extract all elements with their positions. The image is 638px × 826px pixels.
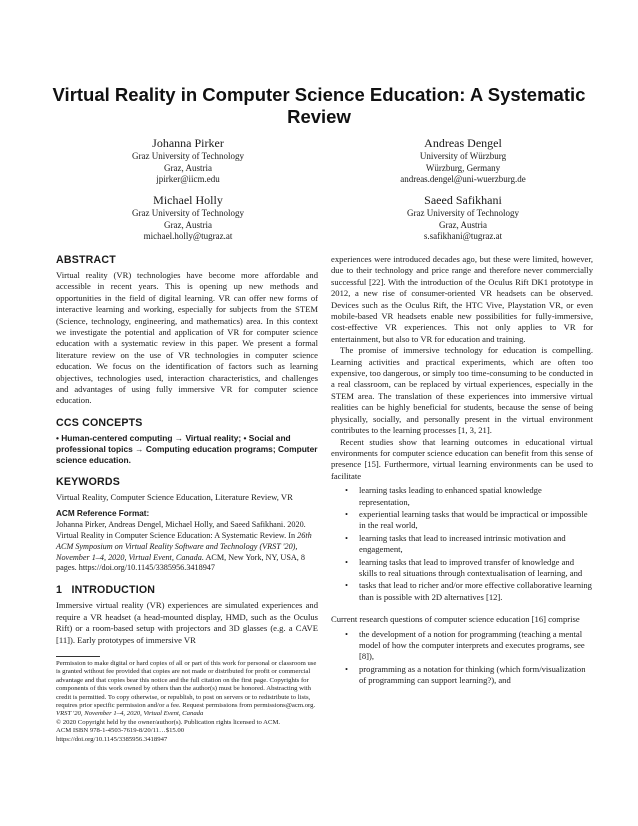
keywords-heading: KEYWORDS bbox=[56, 476, 120, 489]
acm-reference-venue: 26th ACM Symposium on Virtual Reality Software and Technology (VRST '20), November 1–4, 2020, Virtual Event, Canada. bbox=[56, 531, 312, 562]
right-column bbox=[331, 254, 593, 688]
ccs-concept: • Human-centered computing → Virtual reality; bbox=[56, 432, 242, 443]
body-paragraph: experiences were introduced decades ago, but these were limited, however, due to their technology and price range and therefore never commercially successful [22]. With the introduction of the Oculus Rift DK1 prototype in 2012, a new rise of consumer-oriented VR headsets can be observed. Devices such as the Oculus Rift, the HTC Vive, Playstation VR, or even mobile-based VR headsets enable new possibilities for fully-immersive, cost-effective VR experiences. This not only applies to VR for entertainment, but also to VR for education and training. bbox=[331, 254, 593, 344]
author-name: Michael Holly bbox=[153, 193, 223, 207]
author-location: Graz, Austria bbox=[164, 219, 212, 230]
acm-reference-tail: ACM, New York, NY, USA, 8 pages. https://doi.org/10.1145/3385956.3418947 bbox=[56, 552, 305, 573]
author-affiliation: Graz University of Technology bbox=[132, 151, 244, 161]
list-item: • experiential learning tasks that would be impractical or impossible in the real world, bbox=[349, 509, 593, 532]
author-block bbox=[343, 193, 583, 243]
acm-reference-text bbox=[56, 520, 318, 574]
list-item: • programming as a notation for thinking (which form/visualization of programming can support learning?), and bbox=[349, 664, 593, 687]
author-email: jpirker@iicm.edu bbox=[156, 174, 220, 184]
ccs-concept: • Social and professional topics → Computing education programs; bbox=[56, 432, 291, 455]
author-name: Johanna Pirker bbox=[152, 136, 224, 150]
left-column bbox=[56, 254, 318, 744]
introduction-heading: 1 INTRODUCTION bbox=[56, 584, 156, 597]
doi-link[interactable]: https://doi.org/10.1145/3385956.3418947 bbox=[56, 735, 168, 743]
author-name: Saeed Safikhani bbox=[424, 193, 502, 207]
body-paragraph: Current research questions of computer science education [16] comprise bbox=[331, 614, 580, 625]
footnote-rule bbox=[56, 656, 100, 657]
author-name: Andreas Dengel bbox=[424, 136, 502, 150]
conference-info: VRST '20, November 1–4, 2020, Virtual Event, Canada bbox=[56, 710, 204, 718]
author-email: michael.holly@tugraz.at bbox=[143, 231, 233, 241]
author-affiliation: Graz University of Technology bbox=[407, 208, 519, 218]
list-item: • learning tasks that lead to improved transfer of knowledge and skills to real situations through contextualisation of learning, and bbox=[349, 557, 593, 580]
abstract-text: Virtual reality (VR) technologies have become more affordable and accessible in recent years. This is opening up new methods and opportunities in the field of digital learning. VR can offer new forms of interactive learning and working, especially for subjects from the STEM (Science, technology, engineering, and mathematics) area. In this context we investigate the potential and application of VR for computer science education with a systematic review in this paper. We present a formal literature review on the use of VR technologies in computer science education. We focus on the identification of factors such as learning objectives, technologies used, interaction characteristics, and challenges and advantages of using fully immersive VR for computer science education. bbox=[56, 270, 318, 406]
list-item: • the development of a notion for programming (teaching a mental model of how the computer interprets and executes programs, see [8]), bbox=[349, 629, 593, 663]
author-affiliation: University of Würzburg bbox=[419, 151, 507, 161]
author-block bbox=[68, 193, 308, 243]
author-email: andreas.dengel@uni-wuerzburg.de bbox=[400, 174, 526, 184]
list-item: • learning tasks that lead to increased intrinsic motivation and engagement, bbox=[349, 533, 593, 556]
paper-title: Virtual Reality in Computer Science Education: A Systematic Review bbox=[52, 84, 586, 127]
bullet-list-research-questions bbox=[331, 629, 593, 687]
introduction-text: Immersive virtual reality (VR) experiences are simulated experiences and require a VR headset (a head-mounted display, HMD, such as the Oculus Rift) or a room-based setup with projectors and 3D glasses (e.g. a CAVE [11]). Early prototypes of immersive VR bbox=[56, 600, 318, 645]
ccs-heading: CCS CONCEPTS bbox=[56, 416, 143, 429]
isbn-info: ACM ISBN 978-1-4503-7619-8/20/11…$15.00 bbox=[56, 727, 185, 735]
author-block bbox=[68, 136, 308, 186]
bullet-list-learning-tasks bbox=[331, 485, 593, 603]
author-location: Würzburg, Germany bbox=[425, 162, 501, 173]
list-item: • learning tasks leading to enhanced spatial knowledge representation, bbox=[349, 485, 593, 508]
ccs-concept: Computer science education. bbox=[56, 444, 318, 466]
acm-reference-authors: Johanna Pirker, Andreas Dengel, Michael Holly, and Saeed Safikhani. 2020. Virtual Reality in Computer Science Education: A Systematic Review. In bbox=[56, 520, 306, 541]
author-block bbox=[343, 136, 583, 186]
abstract-heading: ABSTRACT bbox=[56, 254, 116, 266]
list-item: • tasks that lead to richer and/or more effective collaborative learning than is possible with 2D alternatives [12]. bbox=[349, 580, 593, 603]
body-paragraph: Recent studies show that learning outcomes in educational virtual environments for computer science education can benefit from this sense of presence [15]. Furthermore, virtual learning environments can be used to facilitate bbox=[331, 436, 593, 481]
copyright-notice: © 2020 Copyright held by the owner/author(s). Publication rights licensed to ACM. bbox=[56, 718, 281, 726]
permission-notice: Permission to make digital or hard copies of all or part of this work for personal or classroom use is granted without fee provided that copies are not made or distributed for profit or commercial advantage and that copies bear this notice and the full citation on the first page. Copyrights for components of this work owned by others than the author(s) must be honored. Abstracting with credit is permitted. To copy otherwise, or republish, to post on servers or to redistribute to lists, requires prior specific permission and/or a fee. Request permissions from permissions@acm.org. bbox=[56, 659, 317, 709]
keywords-text: Virtual Reality, Computer Science Education, Literature Review, VR bbox=[56, 492, 293, 503]
author-email: s.safikhani@tugraz.at bbox=[423, 231, 503, 241]
author-affiliation: Graz University of Technology bbox=[132, 208, 244, 218]
author-location: Graz, Austria bbox=[164, 162, 212, 173]
author-location: Graz, Austria bbox=[439, 219, 487, 230]
body-paragraph: The promise of immersive technology for education is compelling. Learning activities and practical experiments, which are often too expensive, too dangerous, or simply too time-consuming to be conducted in a real classroom, can be replaced by virtual experiences, especially in the STEM area. The translation of these experiences into immersive virtual realities can be highly beneficial for students, because the sense of being physically, socially, and personally present in the virtual environment contributes to the learning processes [1, 3, 21]. bbox=[331, 345, 593, 436]
ccs-concepts bbox=[56, 433, 318, 467]
acm-reference-heading: ACM Reference Format: bbox=[56, 508, 150, 518]
